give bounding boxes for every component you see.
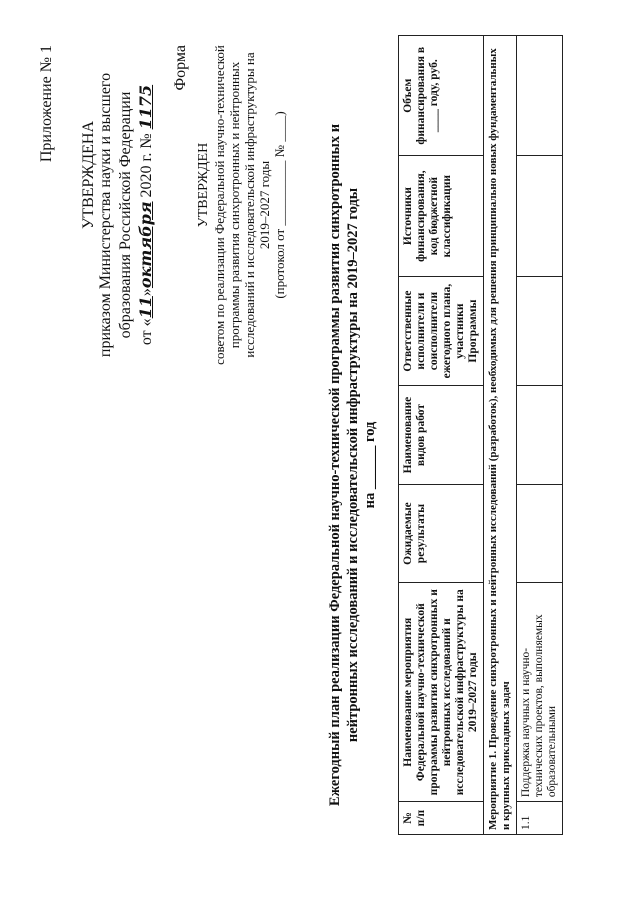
table-group-row (484, 36, 517, 835)
row-results (517, 484, 563, 583)
form-label: Форма (172, 45, 189, 91)
approved-title: УТВЕРЖДЕНА (80, 121, 97, 230)
header-executors: Ответственные исполнители и соисполнители ежегодного плана, участники Программы (399, 276, 484, 385)
row-works (517, 386, 563, 485)
council-approved-title: УТВЕРЖДЕН (196, 142, 211, 228)
order-year: 2020 г. № (138, 133, 155, 198)
plan-table (398, 35, 563, 835)
order-number: 1175 (136, 84, 155, 130)
order-month: октября (136, 201, 155, 289)
header-volume: Объем финансирования в ____ году, руб. (399, 36, 484, 156)
table-row (517, 36, 563, 835)
header-works: Наименование видов работ (399, 386, 484, 485)
row-executors (517, 276, 563, 385)
order-date-line (136, 45, 156, 385)
row-sources (517, 156, 563, 276)
order-prefix: от « (138, 318, 155, 346)
header-name: Наименование мероприятия Федеральной научно-технической программы развития синхротронных и нейтронных исследований и исследовательской инфраструктуры на 2019–2027 годы (399, 583, 484, 802)
protocol-line: (протокол от __________ № ____) (272, 111, 287, 299)
appendix-label: Приложение № 1 (38, 45, 55, 163)
row-volume (517, 36, 563, 156)
header-num: № п/п (399, 802, 484, 835)
order-mid: » (138, 288, 155, 297)
plan-year-line: на ______ год (362, 421, 378, 509)
row-name: Поддержка научных и научно-технических проектов, выполняемых образовательными (517, 583, 563, 802)
header-results: Ожидаемые результаты (399, 484, 484, 583)
council-body: советом по реализации Федеральной научно-технической программы развития синхротронных и нейтронных исследований и исследовательской инфраструктуры на 2019–2027 годы (212, 45, 272, 365)
council-approved-text (212, 45, 287, 365)
header-sources: Источники финансирования, код бюджетной классификации (399, 156, 484, 276)
group-row-text: Мероприятие 1. Проведение синхротронных и нейтронных исследований (разработок), необходимых для решения принципиально новых фундаментальных и крупных прикладных задач (484, 36, 517, 835)
row-num: 1.1 (517, 802, 563, 835)
approved-order-text: приказом Министерства науки и высшего образования Российской Федерации (97, 72, 134, 358)
table-header-row (399, 36, 484, 835)
plan-title: Ежегодный план реализации Федеральной научно-технической программы развития синхротронных и нейтронных исследований и исследовательской инфраструктуры на 2019–2027 годы (327, 123, 361, 807)
order-day: 11 (136, 296, 155, 319)
